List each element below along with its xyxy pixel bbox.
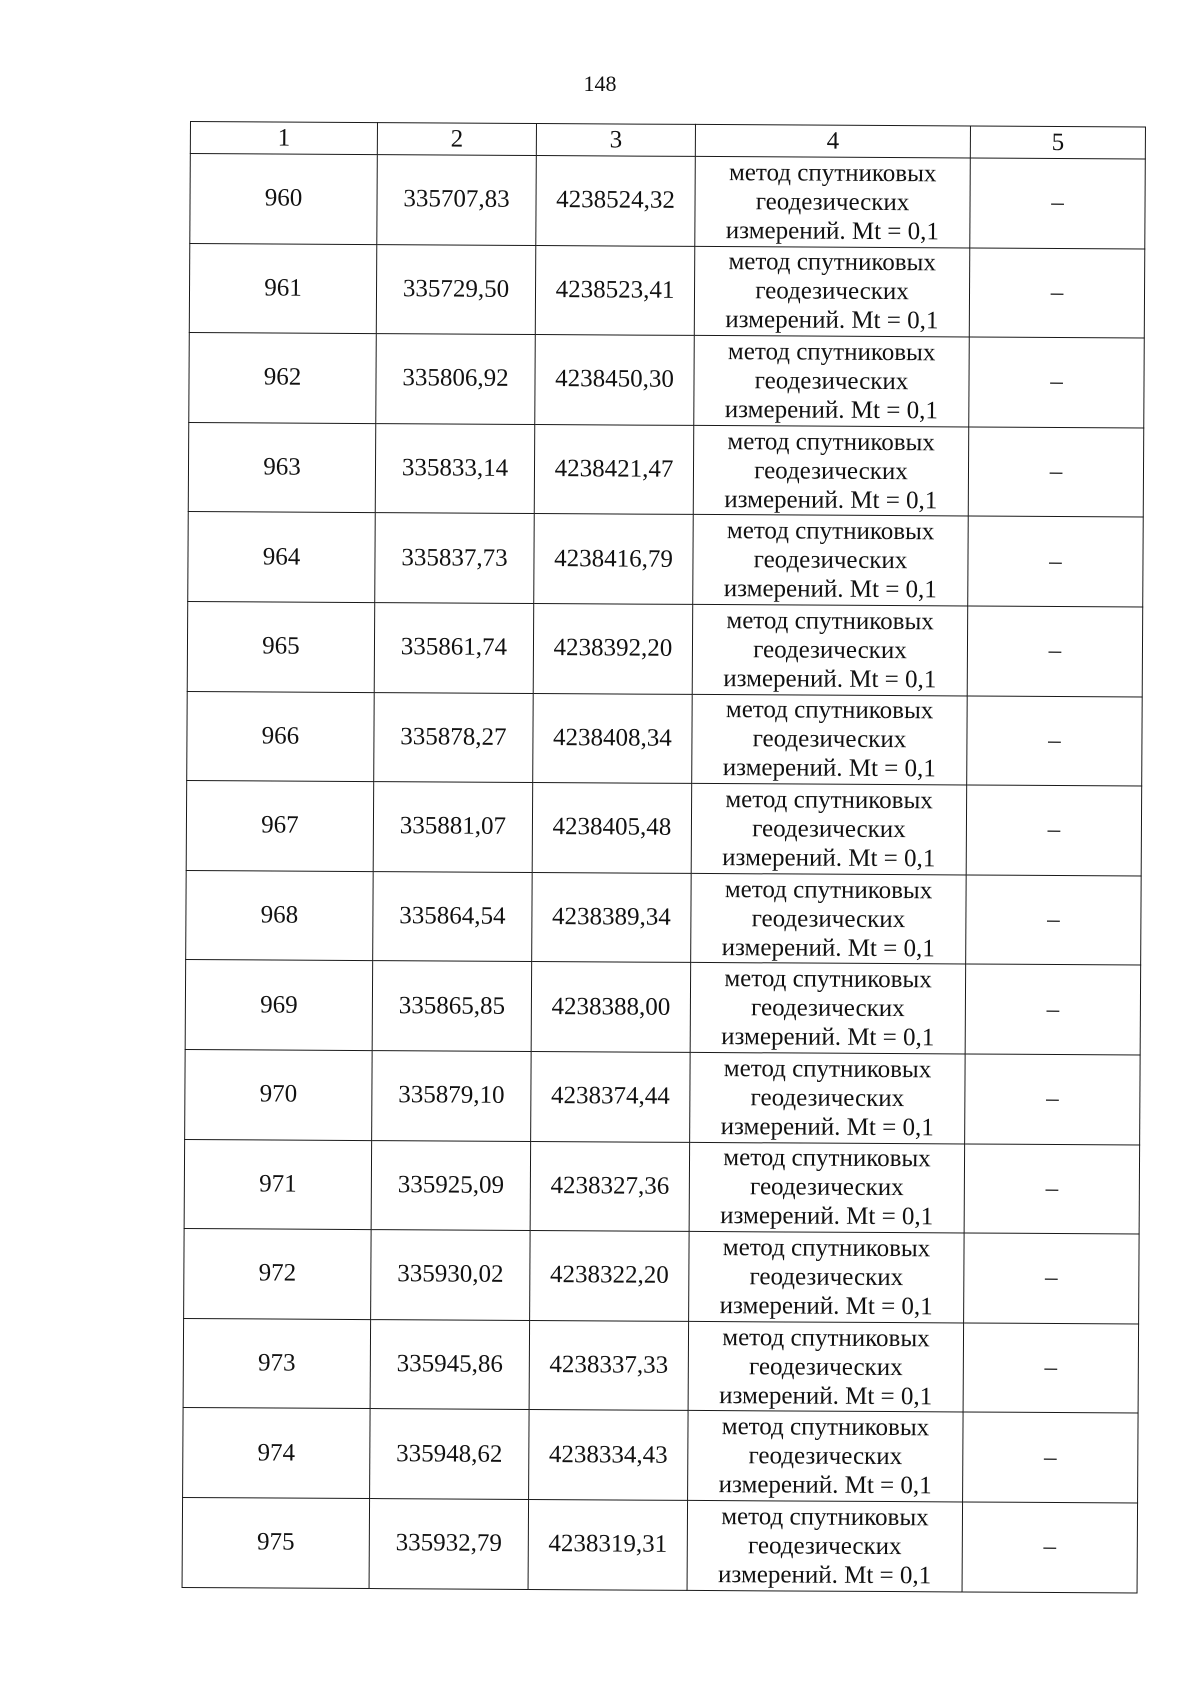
method-cell	[694, 336, 970, 427]
point-number-cell: 968	[186, 870, 374, 961]
method-line: метод спутниковых	[721, 1502, 929, 1531]
header-col-1: 1	[190, 122, 377, 155]
table-body	[182, 154, 1145, 1593]
header-col-3: 3	[536, 123, 695, 156]
note-cell: –	[965, 1054, 1141, 1145]
note-cell: –	[965, 964, 1141, 1055]
method-cell	[688, 1321, 964, 1412]
method-line: метод спутниковых	[724, 875, 933, 904]
table-row	[183, 1408, 1139, 1503]
table-row	[187, 601, 1143, 696]
point-number-cell: 965	[187, 601, 375, 692]
method-line: метод спутниковых	[722, 1323, 930, 1352]
page-number: 148	[583, 71, 617, 96]
x-coordinate-cell: 335878,27	[374, 692, 534, 783]
method-line: измерений. Mt = 0,1	[719, 1381, 933, 1410]
x-coordinate-cell: 335925,09	[371, 1140, 531, 1231]
method-line: геодезических	[753, 636, 907, 664]
x-coordinate-cell: 335707,83	[377, 155, 537, 246]
point-number-cell: 961	[189, 243, 377, 334]
method-line: метод спутниковых	[726, 517, 935, 546]
note-cell: –	[966, 785, 1142, 876]
point-number-cell: 974	[183, 1408, 371, 1499]
note-cell: –	[966, 875, 1142, 966]
method-line: геодезических	[748, 1442, 903, 1471]
method-line: геодезических	[748, 1352, 903, 1381]
method-line: измерений. Mt = 0,1	[720, 1202, 934, 1231]
point-number-cell: 964	[188, 512, 376, 603]
table-row	[184, 1229, 1140, 1324]
method-cell	[691, 873, 967, 964]
method-line: метод спутниковых	[727, 427, 935, 456]
point-number-cell: 962	[189, 333, 377, 424]
method-cell	[688, 1411, 964, 1502]
y-coordinate-cell: 4238322,20	[530, 1231, 690, 1322]
x-coordinate-cell: 335879,10	[372, 1051, 532, 1142]
table-row	[189, 243, 1145, 338]
method-line: геодезических	[753, 546, 908, 575]
method-line: метод спутниковых	[724, 965, 932, 994]
method-line: геодезических	[751, 904, 906, 933]
method-line: метод спутниковых	[728, 158, 937, 188]
table-row	[184, 1139, 1140, 1234]
method-line: геодезических	[754, 367, 909, 396]
table-row	[190, 154, 1146, 249]
method-line: геодезических	[755, 277, 909, 306]
note-cell: –	[967, 606, 1143, 697]
method-line: измерений. Mt = 0,1	[722, 844, 936, 873]
method-line: геодезических	[752, 725, 907, 754]
point-number-cell: 960	[190, 154, 378, 245]
method-cell	[695, 156, 971, 247]
note-cell: –	[962, 1502, 1138, 1593]
y-coordinate-cell: 4238374,44	[531, 1051, 691, 1142]
method-cell	[689, 1142, 965, 1233]
method-line: геодезических	[754, 456, 908, 485]
method-cell	[694, 246, 970, 337]
table-row	[188, 512, 1144, 607]
x-coordinate-cell: 335948,62	[370, 1409, 530, 1500]
method-line: метод спутниковых	[726, 606, 934, 636]
point-number-cell: 969	[185, 960, 373, 1051]
method-line: геодезических	[750, 1083, 905, 1112]
x-coordinate-cell: 335729,50	[376, 244, 536, 335]
point-number-cell: 971	[184, 1139, 372, 1230]
y-coordinate-cell: 4238392,20	[533, 603, 693, 694]
note-cell: –	[963, 1323, 1139, 1414]
point-number-cell: 963	[188, 422, 376, 513]
method-line: измерений. Mt = 0,1	[724, 485, 938, 514]
y-coordinate-cell: 4238408,34	[533, 693, 693, 784]
y-coordinate-cell: 4238388,00	[531, 962, 691, 1053]
table-row	[186, 781, 1142, 876]
method-line: метод спутниковых	[725, 696, 934, 725]
method-line: измерений. Mt = 0,1	[725, 216, 939, 246]
table-row	[189, 333, 1145, 428]
method-cell	[690, 963, 966, 1054]
y-coordinate-cell: 4238337,33	[529, 1320, 689, 1411]
y-coordinate-cell: 4238523,41	[535, 245, 695, 336]
point-number-cell: 972	[184, 1229, 372, 1320]
method-line: метод спутниковых	[727, 338, 936, 367]
method-cell	[693, 425, 969, 516]
method-line: измерений. Mt = 0,1	[722, 754, 936, 783]
note-cell: –	[964, 1233, 1140, 1324]
y-coordinate-cell: 4238524,32	[536, 155, 696, 246]
header-col-2: 2	[377, 123, 536, 156]
x-coordinate-cell: 335864,54	[373, 871, 533, 962]
y-coordinate-cell: 4238421,47	[534, 424, 694, 515]
y-coordinate-cell: 4238319,31	[528, 1499, 688, 1590]
point-number-cell: 966	[187, 691, 375, 782]
point-number-cell: 967	[186, 781, 374, 872]
x-coordinate-cell: 335930,02	[371, 1230, 531, 1321]
note-cell: –	[964, 1144, 1140, 1235]
method-line: геодезических	[752, 815, 906, 844]
y-coordinate-cell: 4238416,79	[534, 514, 694, 605]
header-col-5: 5	[970, 126, 1145, 159]
point-number-cell: 970	[185, 1049, 373, 1140]
x-coordinate-cell: 335837,73	[375, 513, 535, 604]
note-cell: –	[967, 696, 1143, 787]
method-line: геодезических	[749, 1263, 904, 1292]
point-number-cell: 975	[182, 1497, 370, 1588]
note-cell: –	[968, 516, 1144, 607]
method-line: метод спутниковых	[723, 1054, 932, 1084]
method-line: метод спутниковых	[722, 1234, 931, 1263]
method-cell	[692, 604, 968, 695]
method-line: измерений. Mt = 0,1	[724, 396, 938, 425]
table-row	[183, 1318, 1139, 1413]
method-line: измерений. Mt = 0,1	[719, 1291, 933, 1321]
method-line: измерений. Mt = 0,1	[725, 306, 939, 335]
method-line: метод спутниковых	[728, 248, 936, 277]
coordinates-table	[182, 121, 1146, 1593]
method-line: измерений. Mt = 0,1	[723, 575, 937, 604]
x-coordinate-cell: 335861,74	[374, 603, 534, 694]
method-line: измерений. Mt = 0,1	[718, 1560, 932, 1589]
method-cell	[692, 694, 968, 785]
method-cell	[687, 1500, 963, 1591]
method-line: геодезических	[747, 1531, 902, 1560]
method-line: геодезических	[755, 188, 910, 216]
method-line: измерений. Mt = 0,1	[721, 1023, 935, 1052]
method-line: геодезических	[751, 994, 905, 1023]
method-cell	[690, 1052, 966, 1143]
header-col-4: 4	[695, 124, 970, 158]
method-line: измерений. Mt = 0,1	[720, 1112, 934, 1142]
note-cell: –	[969, 248, 1145, 339]
x-coordinate-cell: 335806,92	[376, 334, 536, 425]
method-line: измерений. Mt = 0,1	[718, 1471, 932, 1500]
y-coordinate-cell: 4238405,48	[532, 783, 692, 874]
table-row	[185, 960, 1141, 1055]
y-coordinate-cell: 4238334,43	[529, 1410, 689, 1501]
method-cell	[693, 515, 969, 606]
method-line: измерений. Mt = 0,1	[721, 933, 935, 962]
table-row	[182, 1497, 1138, 1592]
method-line: метод спутниковых	[721, 1413, 930, 1442]
table-row	[185, 1049, 1141, 1144]
y-coordinate-cell: 4238389,34	[532, 872, 692, 963]
x-coordinate-cell: 335945,86	[370, 1319, 530, 1410]
table-row	[187, 691, 1143, 786]
method-cell	[689, 1232, 965, 1323]
method-line: измерений. Mt = 0,1	[723, 664, 937, 694]
x-coordinate-cell: 335932,79	[369, 1498, 529, 1589]
note-cell: –	[969, 337, 1145, 428]
point-number-cell: 973	[183, 1318, 371, 1409]
table-row	[186, 870, 1142, 965]
method-cell	[691, 784, 967, 875]
note-cell: –	[968, 427, 1144, 518]
y-coordinate-cell: 4238327,36	[530, 1141, 690, 1232]
table-row	[188, 422, 1144, 517]
method-line: метод спутниковых	[723, 1144, 931, 1173]
method-line: геодезических	[749, 1173, 904, 1202]
note-cell: –	[970, 158, 1146, 249]
note-cell: –	[963, 1412, 1139, 1503]
x-coordinate-cell: 335865,85	[372, 961, 532, 1052]
method-line: метод спутниковых	[725, 786, 933, 815]
y-coordinate-cell: 4238450,30	[535, 335, 695, 426]
x-coordinate-cell: 335881,07	[373, 782, 533, 873]
x-coordinate-cell: 335833,14	[375, 423, 535, 514]
